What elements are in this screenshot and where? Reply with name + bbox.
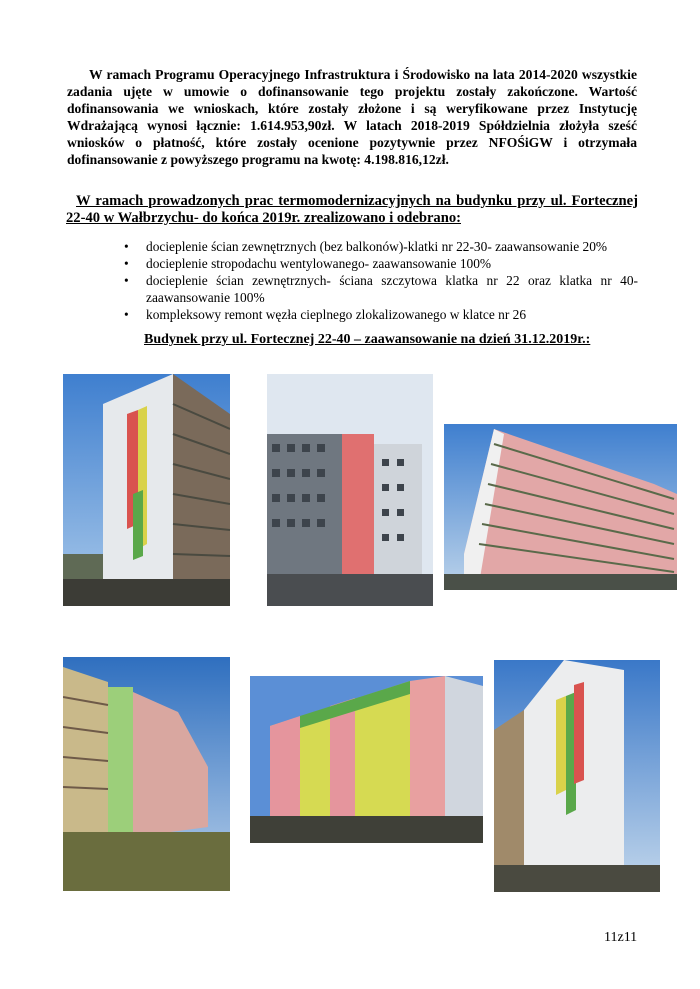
section-heading	[66, 193, 638, 227]
works-list	[118, 238, 638, 323]
photo-caption: Budynek przy ul. Fortecznej 22-40 – zaawansowanie na dzień 31.12.2019r.:	[144, 332, 591, 347]
building-photo-3	[444, 424, 677, 590]
section-heading-text: W ramach prowadzonych prac termomodernizacyjnych na budynku przy ul. Fortecznej 22-40 w Wałbrzychu- do końca 2019r. zrealizowano i odebrano:	[66, 193, 638, 226]
paragraph-funding: W ramach Programu Operacyjnego Infrastruktura i Środowisko na lata 2014-2020 wszystkie zadania ujęte w umowie o dofinansowanie tego projektu zostały zakończone. Wartość dofinansowania we wnioskach, które zostały złożone i są weryfikowane przez Instytucję Wdrażającą wynosi łącznie: 1.614.953,90zł. W latach 2018-2019 Spółdzielnia złożyła sześć wniosków o płatność, które zostały ocenione pozytywnie przez NFOŚiGW i otrzymała dofinansowanie z powyższego programu na kwotę: 4.198.816,12zł.	[67, 67, 637, 167]
list-item: • docieplenie ścian zewnętrznych- ściana szczytowa klatka nr 22 oraz klatka nr 40- zaawansowanie 100%	[118, 272, 638, 306]
building-photo-5	[250, 676, 483, 843]
list-item: • docieplenie ścian zewnętrznych (bez balkonów)-klatki nr 22-30- zaawansowanie 20%	[118, 238, 638, 255]
page-number: 11z11	[604, 930, 638, 945]
building-photo-6	[494, 660, 660, 892]
building-photo-1	[63, 374, 230, 606]
list-item: • docieplenie stropodachu wentylowanego- zaawansowanie 100%	[118, 255, 638, 272]
list-item: • kompleksowy remont węzła cieplnego zlokalizowanego w klatce nr 26	[118, 306, 638, 323]
building-photo-4	[63, 657, 230, 891]
building-photo-2	[267, 374, 433, 606]
